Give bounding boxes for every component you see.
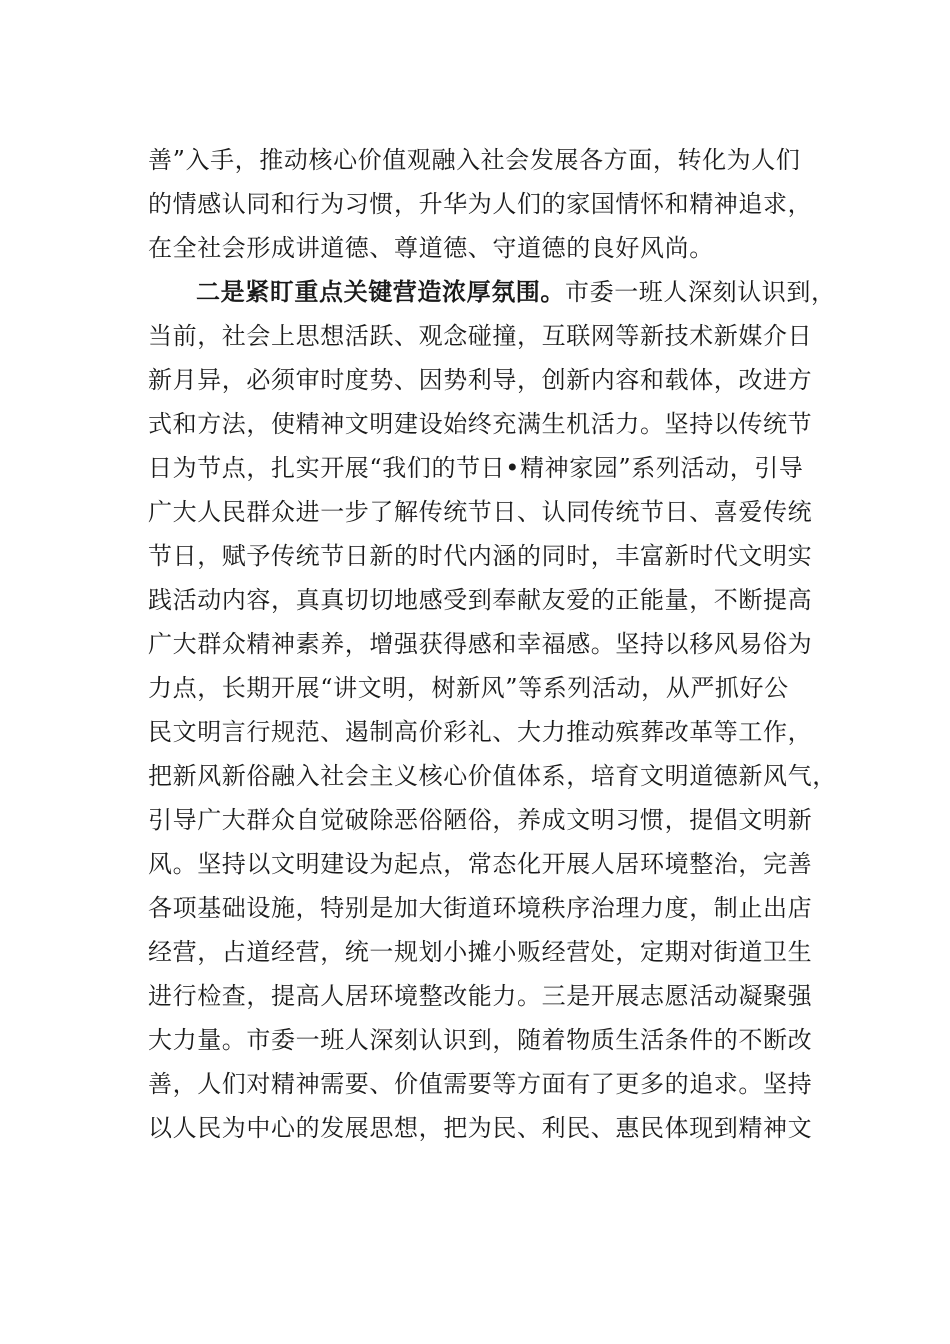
text-line: 新月异，必须审时度势、因势利导，创新内容和载体，改进方 [148,366,813,394]
text-line: 经营，占道经营，统一规划小摊小贩经营处，定期对街道卫生 [148,938,813,966]
text-line: 各项基础设施，特别是加大街道环境秩序治理力度，制止出店 [148,894,813,922]
text-line: 进行检查，提高人居环境整改能力。三是开展志愿活动凝聚强 [148,982,813,1010]
text-line: 式和方法，使精神文明建设始终充满生机活力。坚持以传统节 [148,410,813,438]
text-line: 的情感认同和行为习惯，升华为人们的家国情怀和精神追求， [148,190,813,218]
text-line: 广大人民群众进一步了解传统节日、认同传统节日、喜爱传统 [148,498,813,526]
text-line: 以人民为中心的发展思想，把为民、利民、惠民体现到精神文 [148,1114,813,1142]
text-line: 善，人们对精神需要、价值需要等方面有了更多的追求。坚持 [148,1070,813,1098]
text-line: 大力量。市委一班人深刻认识到，随着物质生活条件的不断改 [148,1026,813,1054]
text-line: 善”入手，推动核心价值观融入社会发展各方面，转化为人们 [148,146,801,174]
body-text [148,138,838,1150]
text-line: 民文明言行规范、遏制高价彩礼、大力推动殡葬改革等工作， [148,718,813,746]
text-line: 风。坚持以文明建设为起点，常态化开展人居环境整治，完善 [148,850,813,878]
text-fragment: 市委一班人深刻认识到， [565,278,836,306]
text-line: 践活动内容，真真切切地感受到奉献友爱的正能量，不断提高 [148,586,813,614]
text-line: 在全社会形成讲道德、尊道德、守道德的良好风尚。 [148,234,714,262]
text-line: 当前，社会上思想活跃、观念碰撞，互联网等新技术新媒介日 [148,322,813,350]
text-line: 力点，长期开展“讲文明，树新风”等系列活动，从严抓好公 [148,674,789,702]
section-heading: 二是紧盯重点关键营造浓厚氛围。 [196,277,565,306]
text-line: 引导广大群众自觉破除恶俗陋俗，养成文明习惯，提倡文明新 [148,806,813,834]
paragraph-first-line [148,270,838,314]
text-line: 把新风新俗融入社会主义核心价值体系，培育文明道德新风气， [148,762,837,790]
text-line: 广大群众精神素养，增强获得感和幸福感。坚持以移风易俗为 [148,630,813,658]
text-line: 节日，赋予传统节日新的时代内涵的同时，丰富新时代文明实 [148,542,813,570]
text-line: 日为节点，扎实开展“我们的节日•精神家园”系列活动，引导 [148,454,804,482]
